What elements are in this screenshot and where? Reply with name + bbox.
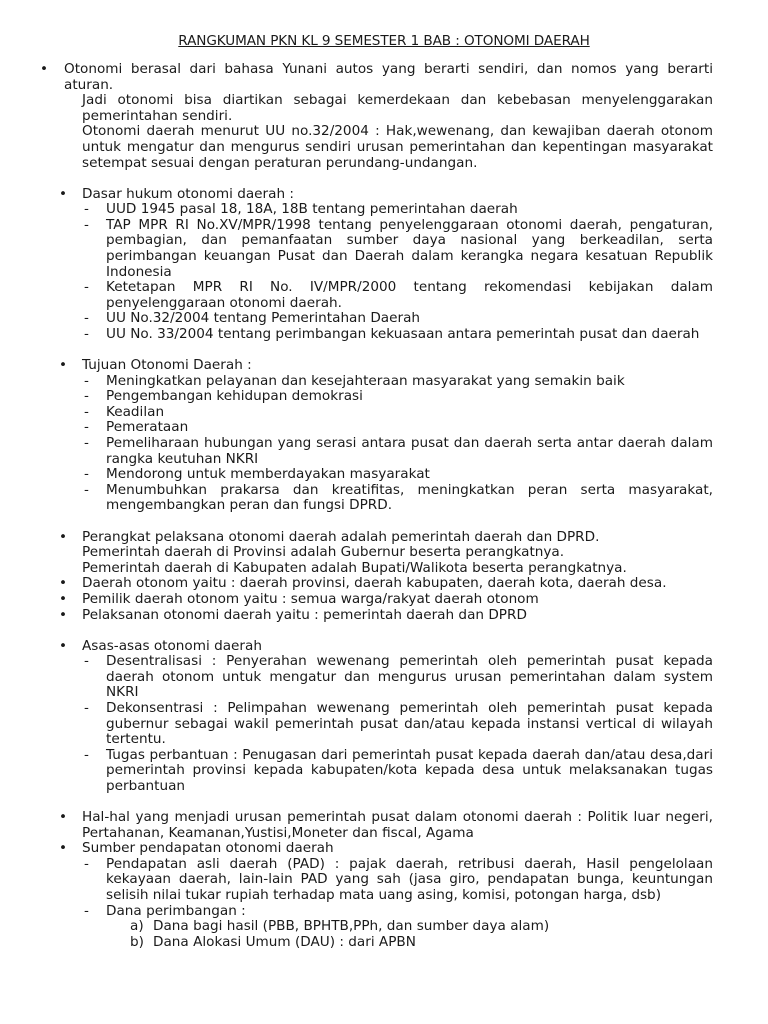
dash-marker: - (84, 388, 89, 405)
list-item-text: Ketetapan MPR RI No. IV/MPR/2000 tentang rekomendasi kebijakan dalam penyelenggaraan otonomi daerah. (106, 279, 713, 311)
dash-marker: - (84, 435, 89, 452)
dash-marker: - (84, 310, 89, 327)
sub-list-item (0, 935, 713, 951)
section-heading: Asas-asas otonomi daerah (82, 637, 262, 654)
sub-list-item-text: Dana bagi hasil (PBB, BPHTB,PPh, dan sumber daya alam) (153, 918, 550, 935)
list-item (0, 374, 713, 390)
list-item (0, 420, 713, 436)
list-item (0, 218, 713, 280)
list-item (0, 467, 713, 483)
list-item-text: Tugas perbantuan : Penugasan dari pemerintah pusat kepada daerah dan/atau desa,dari pemerintah provinsi kepada kabupaten/kota kepada desa untuk melaksanakan tugas perbantuan (106, 746, 713, 794)
dash-marker: - (84, 746, 89, 763)
dash-marker: - (84, 419, 89, 436)
bullet-marker: • (59, 637, 68, 654)
bullet-marker: • (59, 575, 68, 592)
list-item (0, 405, 713, 421)
intro-meaning: Jadi otonomi bisa diartikan sebagai kemerdekaan dan kebebasan menyelenggarakan pemerintahan sendiri. (82, 92, 713, 124)
list-item-text: Pemerataan (106, 419, 189, 436)
pelaksana-text: Pelaksanan otonomi daerah yaitu : pemerintah daerah dan DPRD (82, 606, 527, 623)
document-title: RANGKUMAN PKN KL 9 SEMESTER 1 BAB : OTONOMI DAERAH (178, 33, 590, 49)
dash-marker: - (84, 653, 89, 670)
sub-list-item-text: Dana Alokasi Umum (DAU) : dari APBN (153, 933, 416, 950)
list-item (0, 389, 713, 405)
list-item (0, 311, 713, 327)
sub-marker: a) (130, 918, 144, 935)
bullet-marker: • (40, 61, 49, 77)
list-item (0, 280, 713, 311)
list-item (0, 202, 713, 218)
list-item (0, 904, 713, 920)
hal-hal-item (0, 810, 713, 841)
list-item-text: Pengembangan kehidupan demokrasi (106, 388, 363, 405)
list-item (0, 654, 713, 701)
list-item-text: Dana perimbangan : (106, 902, 246, 919)
section-heading: Tujuan Otonomi Daerah : (82, 357, 252, 374)
intro-bullet-item (0, 62, 713, 93)
dash-marker: - (84, 372, 89, 389)
intro-law-definition: Otonomi daerah menurut UU no.32/2004 : Hak,wewenang, dan kewajiban daerah otonom untuk mengatur dan mengurus sendiri urusan pemerintahan dan kepentingan masyarakat setempat sesuai dengan peraturan perundang-undangan. (82, 123, 713, 171)
sub-list-item (0, 919, 713, 935)
list-item (0, 327, 713, 343)
daerah-otonom-text: Daerah otonom yaitu : daerah provinsi, daerah kabupaten, daerah kota, daerah desa. (82, 575, 667, 592)
spacer (0, 623, 768, 639)
bullet-marker: • (59, 606, 68, 623)
list-item-text: UUD 1945 pasal 18, 18A, 18B tentang pemerintahan daerah (106, 201, 518, 218)
bullet-marker: • (59, 809, 68, 826)
dash-marker: - (84, 403, 89, 420)
bullet-marker: • (59, 840, 68, 857)
list-item (0, 701, 713, 748)
list-item-text: UU No. 33/2004 tentang perimbangan kekuasaan antara pemerintah pusat dan daerah (106, 326, 700, 342)
spacer (0, 514, 768, 530)
list-item-text: TAP MPR RI No.XV/MPR/1998 tentang penyelenggaraan otonomi daerah, pengaturan, pembagian, dan pemanfaatan sumber daya nasional yang berkeadilan, serta perimbangan keuangan Pusat dan Daerah dalam kerangka negara kesatuan Republik Indonesia (106, 216, 713, 280)
list-item-text: Meningkatkan pelayanan dan kesejahteraan masyarakat yang semakin baik (106, 372, 625, 389)
dash-marker: - (84, 201, 89, 218)
sumber-heading (0, 841, 713, 857)
list-item-text: UU No.32/2004 tentang Pemerintahan Daerah (106, 310, 421, 327)
pemilik-text: Pemilik daerah otonom yaitu : semua warga/rakyat daerah otonom (82, 590, 539, 607)
bullet-marker: • (59, 590, 68, 607)
perangkat-text: Perangkat pelaksana otonomi daerah adalah pemerintah daerah dan DPRD. (82, 528, 600, 545)
list-item (0, 483, 713, 514)
list-item (0, 857, 713, 904)
list-item-text: Pendapatan asli daerah (PAD) : pajak daerah, retribusi daerah, Hasil pengelolaan kekayaan daerah, lain-lain PAD yang sah (jasa giro, pendapatan bunga, keuntungan selisih nilai tukar rupiah terhadap mata uang asing, komisi, potongan harga, dsb) (106, 855, 713, 903)
spacer (0, 343, 768, 359)
dash-marker: - (84, 481, 89, 498)
document-body (0, 62, 768, 950)
list-item-text: Desentralisasi : Penyerahan wewenang pemerintah oleh pemerintah pusat kepada daerah otonom untuk mengatur dan mengurus urusan pemerintahan dalam system NKRI (106, 653, 713, 701)
asas-heading (0, 639, 713, 655)
list-item-text: Pemeliharaan hubungan yang serasi antara pusat dan daerah serta antar daerah dalam rangka keutuhan NKRI (106, 435, 713, 467)
list-item-text: Dekonsentrasi : Pelimpahan wewenang pemerintah oleh pemerintah pusat kepada gubernur sebagai wakil pemerintah pusat dan/atau kepada instansi vertical di wilayah tertentu. (106, 699, 713, 748)
list-item (0, 748, 713, 795)
dash-marker: - (84, 279, 89, 296)
intro-definition: Otonomi berasal dari bahasa Yunani autos yang berarti sendiri, dan nomos yang berarti aturan. (64, 61, 713, 93)
dash-marker: - (84, 699, 89, 716)
perangkat-item (0, 530, 713, 546)
dash-marker: - (84, 216, 89, 233)
list-item-text: Mendorong untuk memberdayakan masyarakat (106, 466, 430, 483)
bullet-marker: • (59, 357, 68, 374)
dash-marker: - (84, 326, 89, 342)
spacer (0, 171, 768, 187)
hal-hal-text: Hal-hal yang menjadi urusan pemerintah pusat dalam otonomi daerah : Politik luar negeri, Pertahanan, Keamanan,Yustisi,Moneter dan fiscal, Agama (82, 809, 713, 841)
section-heading: Dasar hukum otonomi daerah : (82, 185, 294, 202)
spacer (0, 795, 768, 811)
perangkat-kabupaten: Pemerintah daerah di Kabupaten adalah Bupati/Walikota beserta perangkatnya. (82, 559, 627, 576)
dash-marker: - (84, 902, 89, 919)
daerah-otonom-item (0, 576, 713, 592)
pelaksana-item (0, 608, 713, 624)
bullet-marker: • (59, 185, 68, 202)
bullet-marker: • (59, 528, 68, 545)
dasar-hukum-heading (0, 187, 713, 203)
sub-marker: b) (130, 933, 144, 950)
perangkat-provinsi: Pemerintah daerah di Provinsi adalah Gubernur beserta perangkatnya. (82, 544, 565, 561)
tujuan-heading (0, 358, 713, 374)
pemilik-item (0, 592, 713, 608)
list-item-text: Keadilan (106, 403, 165, 420)
list-item (0, 436, 713, 467)
section-heading: Sumber pendapatan otonomi daerah (82, 840, 334, 857)
list-item-text: Menumbuhkan prakarsa dan kreatifitas, meningkatkan peran serta masyarakat, mengembangkan peran dan fungsi DPRD. (106, 481, 713, 514)
dash-marker: - (84, 466, 89, 483)
dash-marker: - (84, 855, 89, 872)
